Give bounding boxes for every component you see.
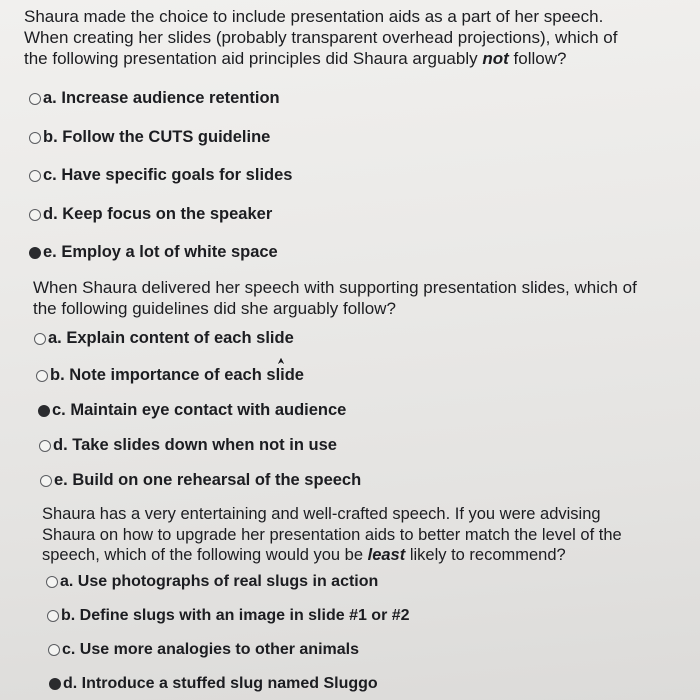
radio-button-selected[interactable] [29,247,41,259]
option-letter: b. [50,366,65,384]
question-2-stem-line-1: When Shaura delivered her speech with supporting presentation slides, which of [33,278,637,297]
question-1-stem-emphasis: not [482,49,509,68]
question-1-stem-line-3-text: the following presentation aid principles did Shaura arguably [24,49,483,68]
question-1-stem-line-2: When creating her slides (probably transparent overhead projections), which of [24,28,618,47]
option-label: Define slugs with an image in slide #1 or #2 [79,607,410,624]
radio-button-selected[interactable] [38,405,50,417]
option-label: Have specific goals for slides [61,166,293,184]
question-3-stem-line-3-text: speech, which of the following would you be [42,546,368,564]
question-1-option-a[interactable] [29,89,280,108]
radio-button-unselected[interactable] [40,475,52,487]
radio-button-unselected[interactable] [46,576,58,588]
radio-button-unselected[interactable] [29,209,41,221]
mouse-cursor-icon [276,356,286,366]
option-letter: a. [43,89,57,107]
option-letter: c. [52,401,66,419]
question-3-option-a[interactable] [46,573,378,591]
radio-button-unselected[interactable] [34,333,46,345]
option-letter: d. [53,436,68,454]
radio-button-unselected[interactable] [39,440,51,452]
option-letter: d. [43,205,58,223]
question-2-option-c[interactable] [38,401,346,420]
question-1-stem-line-3 [24,48,617,69]
option-label: Keep focus on the speaker [62,205,273,223]
question-3-stem-line-2: Shaura on how to upgrade her presentation aids to better match the level of the [42,525,622,544]
option-label: Explain content of each slide [66,329,294,347]
option-label: Follow the CUTS guideline [62,128,271,146]
option-letter: a. [60,573,74,590]
question-2-option-e[interactable] [40,471,361,490]
question-1-stem [24,6,617,69]
option-letter: c. [62,641,76,658]
radio-button-unselected[interactable] [29,132,41,144]
question-3-stem-line-3 [42,545,622,566]
question-3-option-c[interactable] [48,641,359,659]
question-1-option-c[interactable] [29,166,292,185]
option-label: Introduce a stuffed slug named Sluggo [81,675,378,692]
question-1-stem-line-1: Shaura made the choice to include presentation aids as a part of her speech. [24,7,604,26]
question-3-stem-line-1: Shaura has a very entertaining and well-crafted speech. If you were advising [42,505,601,523]
option-label: Build on one rehearsal of the speech [72,471,362,489]
option-letter: c. [43,166,57,184]
option-letter: a. [48,329,62,347]
question-1-option-d[interactable] [29,205,272,224]
question-2-stem-line-2: the following guidelines did she arguably follow? [33,299,396,318]
radio-button-unselected[interactable] [29,93,41,105]
option-label: Employ a lot of white space [61,243,278,261]
radio-button-unselected[interactable] [47,610,59,622]
radio-button-unselected[interactable] [48,644,60,656]
option-label: Increase audience retention [61,89,280,107]
option-label: Maintain eye contact with audience [70,401,347,419]
question-2-option-a[interactable] [34,329,294,348]
question-1-option-e[interactable] [29,243,278,262]
option-letter: e. [43,243,57,261]
option-label: Take slides down when not in use [72,436,337,454]
option-label: Use more analogies to other animals [79,641,359,658]
question-1-option-b[interactable] [29,128,270,147]
question-2-option-d[interactable] [39,436,337,455]
question-2-option-b[interactable] [36,366,304,385]
question-3-stem [42,504,622,566]
question-2-stem [33,277,637,319]
option-letter: d. [63,675,78,692]
question-3-option-b[interactable] [47,607,410,625]
question-3-option-d[interactable] [49,675,378,693]
question-1-stem-tail: follow? [508,49,567,68]
option-letter: e. [54,471,68,489]
question-3-stem-emphasis: least [367,546,406,564]
radio-button-unselected[interactable] [29,170,41,182]
option-label: Note importance of each slide [69,366,304,384]
question-3-stem-tail: likely to recommend? [405,546,566,564]
option-letter: b. [61,607,76,624]
radio-button-unselected[interactable] [36,370,48,382]
option-letter: b. [43,128,58,146]
option-label: Use photographs of real slugs in action [77,573,379,590]
radio-button-selected[interactable] [49,678,61,690]
